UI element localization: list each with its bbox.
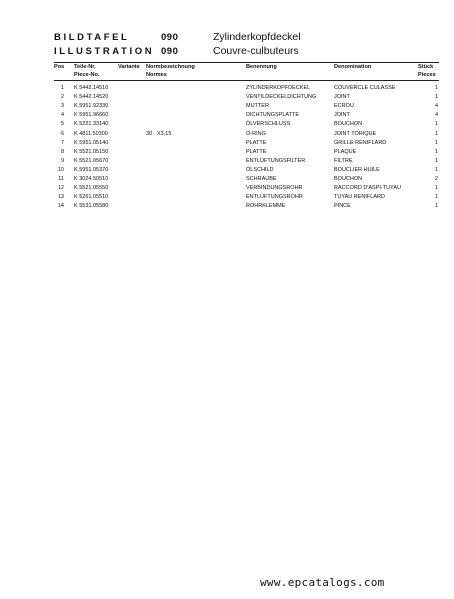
header-number-de: 090: [161, 32, 179, 43]
watermark-url: www.epcatalogs.com: [260, 576, 385, 589]
column-normbezeichnung: Normbezeichnung: [146, 64, 195, 70]
row-quantity: 1: [434, 166, 438, 173]
row-denomination: TUYAU RENIFLARD: [334, 194, 385, 201]
row-denomination: JOINT: [334, 112, 350, 119]
header-title-de: Zylinderkopfdeckel: [213, 31, 301, 43]
row-quantity: 1: [434, 194, 438, 201]
row-quantity: 1: [434, 203, 438, 210]
row-pos: 4: [60, 112, 64, 119]
row-denomination: RACCORD D'ASPI-TUYAU: [334, 185, 401, 192]
row-pos: 8: [60, 148, 64, 155]
row-variante: 30: [146, 130, 153, 137]
row-benennung: O-RING: [246, 130, 266, 137]
row-quantity: 1: [434, 157, 438, 164]
row-part-number: K 4811.50300: [74, 130, 108, 137]
row-pos: 3: [60, 103, 64, 110]
row-part-number: K 5521.05150: [74, 148, 109, 155]
column-pos: Pos: [54, 64, 65, 70]
row-part-number: K 5951.96660: [74, 112, 109, 119]
column-normes: Normes: [146, 72, 167, 78]
row-pos: 1: [60, 85, 64, 91]
row-quantity: 1: [434, 121, 438, 128]
column-pieces: Pieces: [418, 72, 436, 78]
row-quantity: 1: [434, 139, 438, 146]
row-benennung: PLATTE: [246, 139, 267, 146]
row-pos: 10: [57, 166, 64, 173]
row-benennung: PLATTE: [246, 148, 267, 155]
row-benennung: ÖLVERSCHLUSS: [246, 121, 291, 128]
row-quantity: 1: [434, 130, 438, 137]
row-benennung: ÖLSCHILD: [246, 166, 274, 173]
row-pos: 5: [60, 121, 64, 128]
row-quantity: 1: [434, 85, 438, 91]
row-denomination: JOINT TORIQUE: [334, 130, 377, 137]
row-part-number: K 5951.05370: [74, 166, 109, 173]
row-pos: 9: [60, 157, 64, 164]
row-denomination: PLAQUE: [334, 148, 357, 155]
row-pos: 2: [60, 94, 64, 101]
row-part-number: K 5442.14510: [74, 85, 109, 91]
column-denomination: Denomination: [334, 64, 372, 70]
row-denomination: BOUCHON: [334, 176, 363, 182]
row-denomination: PINCE: [334, 203, 351, 210]
row-quantity: 4: [434, 103, 438, 110]
header-title-fr: Couvre-culbuteurs: [213, 45, 299, 57]
column-variante: Variante: [118, 64, 140, 70]
row-quantity: 1: [434, 148, 438, 155]
row-part-number: K 5531.05580: [74, 203, 109, 210]
row-quantity: 2: [434, 176, 438, 182]
row-benennung: ENTLÜFTUNGSROHR: [246, 194, 303, 201]
row-part-number: K 5221.33140: [74, 121, 109, 128]
column-stueck: Stück: [418, 64, 434, 70]
row-benennung: VENTILDECKELDICHTUNG: [246, 94, 317, 101]
row-part-number: K 5521.05550: [74, 185, 109, 192]
row-pos: 11: [58, 176, 64, 182]
row-pos: 12: [57, 185, 64, 192]
row-pos: 14: [57, 203, 64, 210]
row-part-number: K 5951.92330: [74, 103, 109, 110]
row-pos: 13: [57, 194, 64, 201]
row-denomination: BOUCLIER HUILE: [334, 166, 380, 173]
row-benennung: SCHRAUBE: [246, 176, 277, 182]
row-part-number: K 5951.05140: [74, 139, 109, 146]
column-benennung: Benennung: [246, 64, 277, 70]
row-benennung: MUTTER: [246, 103, 269, 110]
row-norm: X3,15: [157, 130, 172, 137]
table-top-rule: [54, 62, 439, 63]
row-part-number: K 5521.05670: [74, 157, 109, 164]
header-number-fr: 090: [161, 46, 179, 57]
header-label-de: BILDTAFEL: [54, 32, 130, 43]
row-pos: 6: [60, 130, 64, 137]
row-part-number: K 3024.50510: [74, 176, 109, 182]
row-benennung: ENTLÜFTUNGSFILTER: [246, 157, 306, 164]
table-header-rule: [54, 80, 439, 81]
row-pos: 7: [60, 139, 64, 146]
row-denomination: JOINT: [334, 94, 350, 101]
row-part-number: K 5442.14520: [74, 94, 109, 101]
row-quantity: 4: [434, 112, 438, 119]
row-denomination: COUVERCLE CULASSE: [334, 85, 396, 91]
row-denomination: FILTRE: [334, 157, 353, 164]
column-piece-no: Piece-No.: [74, 72, 100, 78]
row-benennung: ROHRKLEMME: [246, 203, 286, 210]
column-teile-nr: Teile-Nr.: [74, 64, 96, 70]
row-part-number: K 5261.05510: [74, 194, 109, 201]
row-denomination: GRILLE RENIFLARD: [334, 139, 387, 146]
row-denomination: BOUCHON: [334, 121, 363, 128]
row-benennung: ZYLINDERKOPFDECKEL: [246, 85, 311, 91]
row-benennung: DICHTUNGSPLATTE: [246, 112, 300, 119]
row-denomination: ECROU: [334, 103, 354, 110]
header-label-fr: ILLUSTRATION: [54, 46, 155, 57]
row-quantity: 1: [434, 185, 438, 192]
row-benennung: VERBINDUNGSROHR: [246, 185, 303, 192]
row-quantity: 1: [434, 94, 438, 101]
